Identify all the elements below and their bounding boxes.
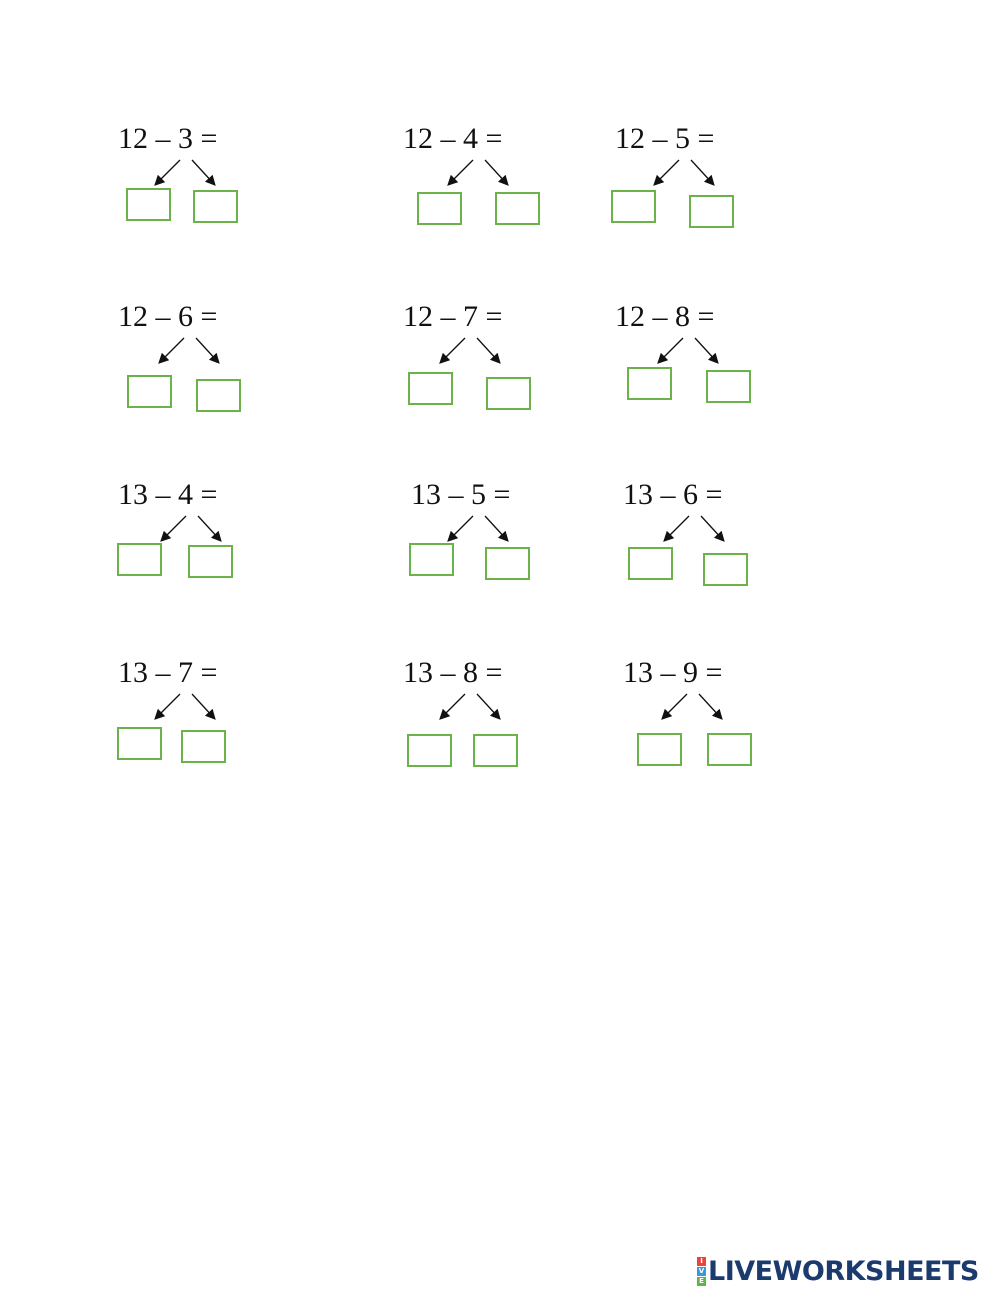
answer-box-right[interactable] [689, 195, 734, 228]
logo-text: LIVEWORKSHEETS [708, 1255, 979, 1287]
answer-box-left[interactable] [127, 375, 172, 408]
problem-expression: 12 – 6 = [118, 300, 218, 333]
answer-box-right[interactable] [495, 192, 540, 225]
answer-box-left[interactable] [407, 734, 452, 767]
split-arrows-icon [647, 158, 727, 194]
answer-box-left[interactable] [627, 367, 672, 400]
problem-4 [118, 300, 288, 420]
problem-2 [403, 122, 573, 242]
problem-expression: 12 – 5 = [615, 122, 715, 155]
problem-11 [403, 656, 573, 776]
problem-3 [615, 122, 785, 242]
problem-expression: 13 – 5 = [411, 478, 511, 511]
split-arrows-icon [655, 692, 735, 728]
problem-12 [623, 656, 793, 776]
problem-7 [118, 478, 288, 598]
answer-box-left[interactable] [408, 372, 453, 405]
problem-expression: 12 – 7 = [403, 300, 503, 333]
problem-5 [403, 300, 573, 420]
problem-expression: 13 – 4 = [118, 478, 218, 511]
answer-box-right[interactable] [485, 547, 530, 580]
split-arrows-icon [148, 692, 228, 728]
problem-1 [118, 122, 288, 242]
split-arrows-icon [657, 514, 737, 550]
logo-block: I [697, 1257, 706, 1266]
split-arrows-icon [433, 336, 513, 372]
answer-box-left[interactable] [417, 192, 462, 225]
problem-expression: 13 – 7 = [118, 656, 218, 689]
problem-6 [615, 300, 785, 420]
answer-box-right[interactable] [707, 733, 752, 766]
answer-box-right[interactable] [196, 379, 241, 412]
problem-expression: 12 – 8 = [615, 300, 715, 333]
problem-9 [623, 478, 793, 598]
problem-8 [411, 478, 581, 598]
logo-block: V [698, 1266, 705, 1275]
problem-expression: 13 – 6 = [623, 478, 723, 511]
answer-box-left[interactable] [628, 547, 673, 580]
liveworksheets-logo [697, 1256, 979, 1286]
answer-box-left[interactable] [637, 733, 682, 766]
problem-expression: 13 – 9 = [623, 656, 723, 689]
answer-box-left[interactable] [126, 188, 171, 221]
problem-expression: 12 – 4 = [403, 122, 503, 155]
answer-box-left[interactable] [117, 543, 162, 576]
problem-expression: 13 – 8 = [403, 656, 503, 689]
answer-box-left[interactable] [611, 190, 656, 223]
answer-box-right[interactable] [193, 190, 238, 223]
answer-box-left[interactable] [409, 543, 454, 576]
problem-10 [118, 656, 288, 776]
answer-box-right[interactable] [188, 545, 233, 578]
split-arrows-icon [441, 158, 521, 194]
answer-box-left[interactable] [117, 727, 162, 760]
split-arrows-icon [152, 336, 232, 372]
split-arrows-icon [433, 692, 513, 728]
answer-box-right[interactable] [703, 553, 748, 586]
answer-box-right[interactable] [181, 730, 226, 763]
logo-block: E [697, 1277, 706, 1286]
answer-box-right[interactable] [473, 734, 518, 767]
problem-expression: 12 – 3 = [118, 122, 218, 155]
answer-box-right[interactable] [706, 370, 751, 403]
answer-box-right[interactable] [486, 377, 531, 410]
logo-blocks-icon [697, 1257, 706, 1286]
